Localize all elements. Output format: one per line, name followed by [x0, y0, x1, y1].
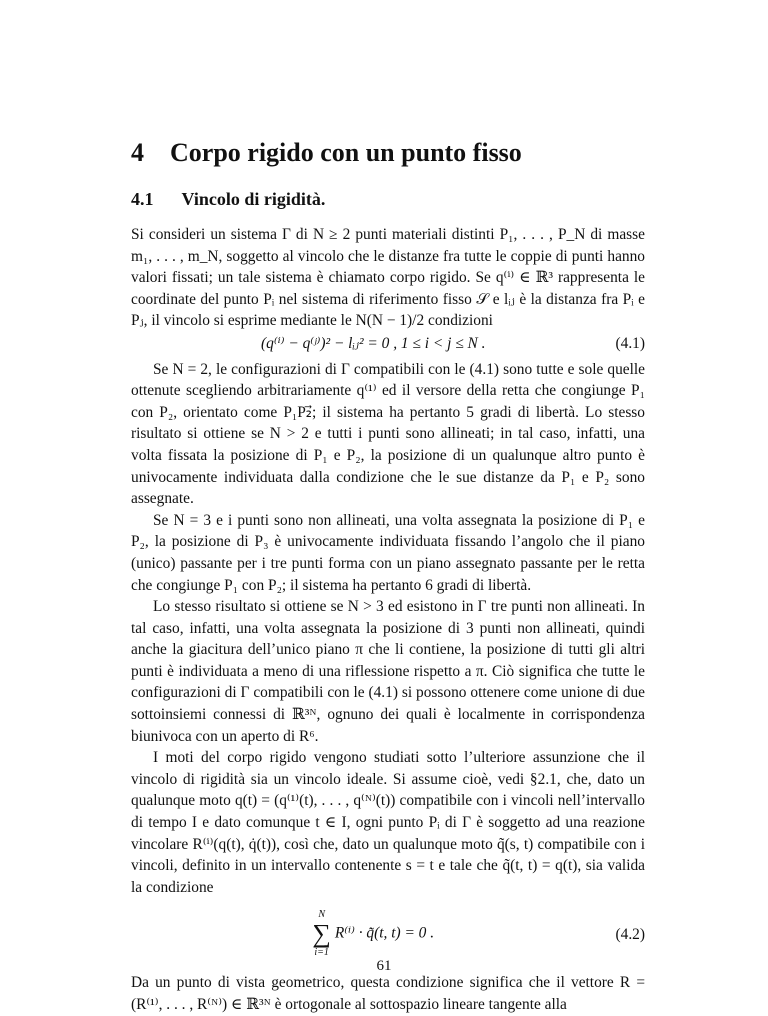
equation-4-2	[131, 910, 645, 958]
chapter-heading	[131, 138, 645, 168]
section-title: Vincolo di rigidità.	[181, 189, 326, 209]
chapter-title: Corpo rigido con un punto fisso	[170, 138, 522, 167]
equation-4-1-expression: (q⁽ⁱ⁾ − q⁽ʲ⁾)² − lᵢⱼ² = 0 , 1 ≤ i < j ≤ N .	[261, 334, 486, 352]
paragraph-2: Se N = 2, le configurazioni di Γ compatibili con le (4.1) sono tutte e sole quelle ottenute scegliendo arbitrariamente q⁽¹⁾ ed il versore della retta che congiunge P₁ con P₂, orientato come P₁P₂⃗; il sistema ha pertanto 5 gradi di libertà. Lo stesso risultato si ottiene se N > 2 e tutti i punti sono allineati; in tal caso, infatti, una volta fissata la posizione di P₁ e P₂, la posizione di un qualunque altro punto è univocamente individuata dalla condizione che le sue distanze da P₁ e P₂ sono assegnate.	[131, 360, 645, 508]
summation-upper-limit: N	[318, 909, 326, 921]
equation-4-2-expression-wrap	[131, 910, 616, 958]
equation-4-2-expression: R⁽ⁱ⁾ · q̃̇(t, t) = 0 .	[334, 924, 435, 942]
paragraph-5: I moti del corpo rigido vengono studiati sotto l’ulteriore assunzione che il vincolo di rigidità sia un vincolo ideale. Si assume cioè, vedi §2.1, che, dato un qualunque moto q(t) = (q⁽¹⁾(t), . . . , q⁽ᴺ⁾(t)) compatibile con i vincoli nell’intervallo di tempo I e dato comunque t ∈ I, ogni punto Pᵢ di Γ è soggetto ad una reazione vincolare R⁽ⁱ⁾(q(t), q̇(t)), così che, dato un qualunque moto q̃(s, t) compatibile con i vincoli, definito in un intervallo contenente s = t e tale che q̃(t, t) = q(t), sia valida la condizione	[131, 749, 645, 896]
equation-4-1	[131, 333, 645, 355]
section-number: 4.1	[131, 189, 154, 209]
paragraph-3: Se N = 3 e i punti sono non allineati, una volta assegnata la posizione di P₁ e P₂, la posizione di P₃ è univocamente individuata fissando l’angolo che il piano (unico) passante per i tre punti forma con un piano assegnato passante per le retta che congiunge P₁ con P₂; il sistema ha pertanto 6 gradi di libertà.	[131, 511, 645, 594]
page-number: 61	[376, 958, 392, 974]
summation-symbol	[312, 910, 331, 958]
chapter-number: 4	[131, 138, 144, 167]
paragraph-1: Si consideri un sistema Γ di N ≥ 2 punti materiali distinti P₁, . . . , P_N di masse m₁, . . . , m_N, soggetto al vincolo che le distanze fra tutte le coppie di punti hanno valori fissati; un tale sistema è chiamato corpo rigido. Se q⁽ⁱ⁾ ∈ ℝ³ rappresenta le coordinate del punto Pᵢ nel sistema di riferimento fisso 𝒮 e lᵢⱼ è la distanza fra Pᵢ e Pⱼ, il vincolo si esprime mediante le N(N − 1)/2 condizioni	[131, 226, 645, 330]
page-content	[131, 138, 645, 1016]
paragraph-6: Da un punto di vista geometrico, questa condizione significa che il vettore R = (R⁽¹⁾, . . . , R⁽ᴺ⁾) ∈ ℝ³ᴺ è ortogonale al sottospazio lineare tangente alla	[131, 974, 645, 1013]
paragraph-4: Lo stesso risultato si ottiene se N > 3 ed esistono in Γ tre punti non allineati. In tal caso, infatti, una volta assegnata la posizione di 3 punti non allineati, quindi anche la giacitura dell’unico piano π che li contiene, la posizione di tutti gli altri punti è individuata a meno di una riflessione rispetto a π. Ciò significa che tutte le configurazioni di Γ compatibili con le (4.1) si possono ottenere come unione di due sottoinsiemi connessi di ℝ³ᴺ, ognuno dei quali è localmente in corrispondenza biunivoca con un aperto di R⁶.	[131, 598, 645, 745]
body-text	[131, 224, 645, 1016]
section-heading	[131, 188, 645, 210]
equation-4-2-label: (4.2)	[615, 925, 645, 943]
equation-4-1-label: (4.1)	[615, 334, 645, 352]
sigma-icon: ∑	[312, 919, 331, 949]
summation-lower-limit: i=1	[314, 947, 329, 959]
